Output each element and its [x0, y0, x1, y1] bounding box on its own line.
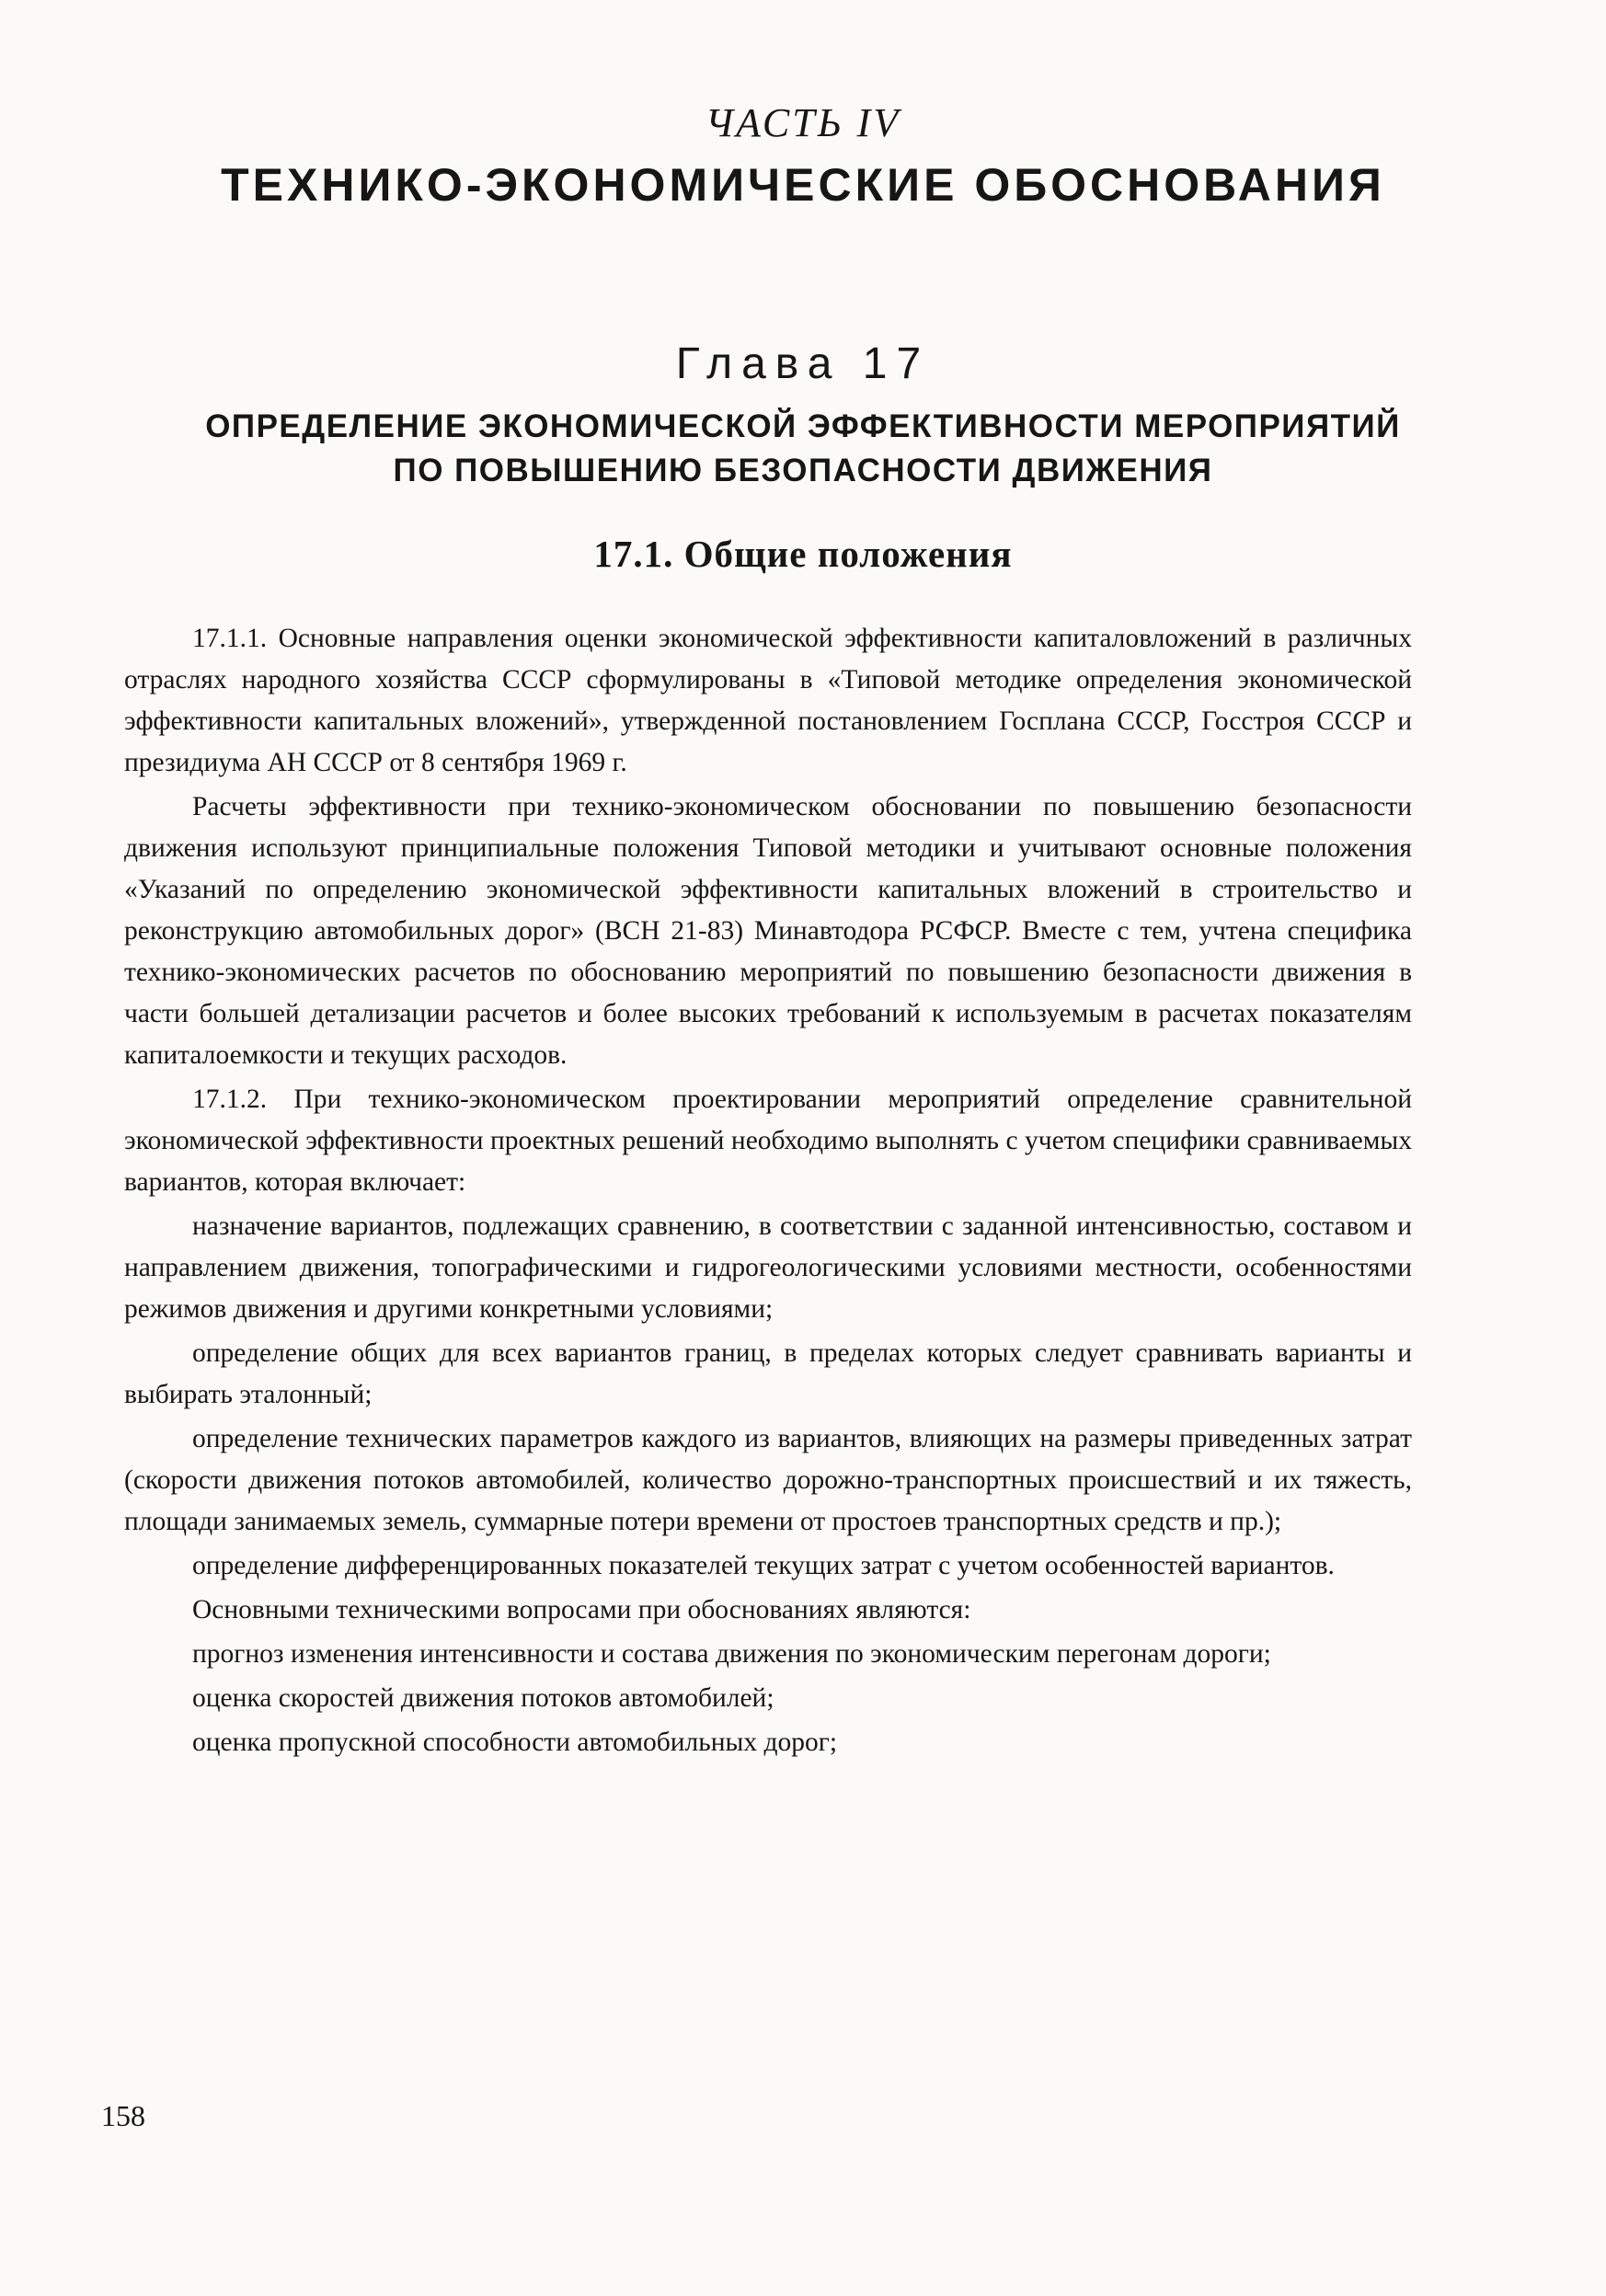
- paragraph: Расчеты эффективности при технико-экономическом обосновании по повышению безопасности движения используют принципиальные положения Типовой методики и учитывают основные положения «Указаний по определению экономической эффективности капитальных вложений в строительство и реконструкцию автомобильных дорог» (ВСН 21-83) Минавтодора РСФСР. Вместе с тем, учтена специфика технико-экономических расчетов по обоснованию мероприятий по повышению безопасности движения в части большей детализации расчетов и более высоких требований к используемым в расчетах показателям капиталоемкости и текущих расходов.: [124, 792, 1412, 1070]
- chapter-title-line-1: ОПРЕДЕЛЕНИЕ ЭКОНОМИЧЕСКОЙ ЭФФЕКТИВНОСТИ МЕРОПРИЯТИЙ: [205, 408, 1401, 444]
- list-item: оценка скоростей движения потоков автомобилей;: [192, 1683, 774, 1713]
- body-text: [124, 618, 1412, 1766]
- list-item: определение дифференцированных показателей текущих затрат с учетом особенностей вариантов.: [192, 1551, 1335, 1580]
- list-item: прогноз изменения интенсивности и состава движения по экономическим перегонам дороги;: [192, 1639, 1271, 1669]
- section-title: 17.1. Общие положения: [593, 533, 1013, 575]
- chapter-title: [0, 405, 1606, 493]
- chapter-title-line-2: ПО ПОВЫШЕНИЮ БЕЗОПАСНОСТИ ДВИЖЕНИЯ: [393, 453, 1213, 488]
- paragraph: 17.1.2. При технико-экономическом проектировании мероприятий определение сравнительной экономической эффективности проектных решений необходимо выполнять с учетом специфики сравниваемых вариантов, которая включает:: [124, 1085, 1412, 1197]
- list-item: назначение вариантов, подлежащих сравнению, в соответствии с заданной интенсивностью, составом и направлением движения, топографическими и гидрогеологическими условиями местности, особенностями режимов движения и другими конкретными условиями;: [124, 1211, 1412, 1324]
- list-item: определение общих для всех вариантов границ, в пределах которых следует сравнивать варианты и выбирать эталонный;: [124, 1338, 1412, 1409]
- part-title: ТЕХНИКО-ЭКОНОМИЧЕСКИЕ ОБОСНОВАНИЯ: [221, 159, 1385, 211]
- list-item: определение технических параметров каждого из вариантов, влияющих на размеры приведенных затрат (скорости движения потоков автомобилей, количество дорожно-транспортных происшествий и их тяжесть, площади занимаемых земель, суммарные потери времени от простоев транспортных средств и пр.);: [124, 1424, 1412, 1536]
- chapter-label: Глава 17: [675, 339, 931, 388]
- paragraph: 17.1.1. Основные направления оценки экономической эффективности капиталовложений в различных отраслях народного хозяйства СССР сформулированы в «Типовой методике определения экономической эффективности капитальных вложений», утвержденной постановлением Госплана СССР, Госстроя СССР и президиума АН СССР от 8 сентября 1969 г.: [124, 624, 1412, 777]
- list-item: оценка пропускной способности автомобильных дорог;: [192, 1728, 838, 1757]
- paragraph: Основными техническими вопросами при обоснованиях являются:: [192, 1595, 971, 1624]
- page-number: 158: [101, 2099, 145, 2132]
- part-label: ЧАСТЬ IV: [705, 100, 901, 145]
